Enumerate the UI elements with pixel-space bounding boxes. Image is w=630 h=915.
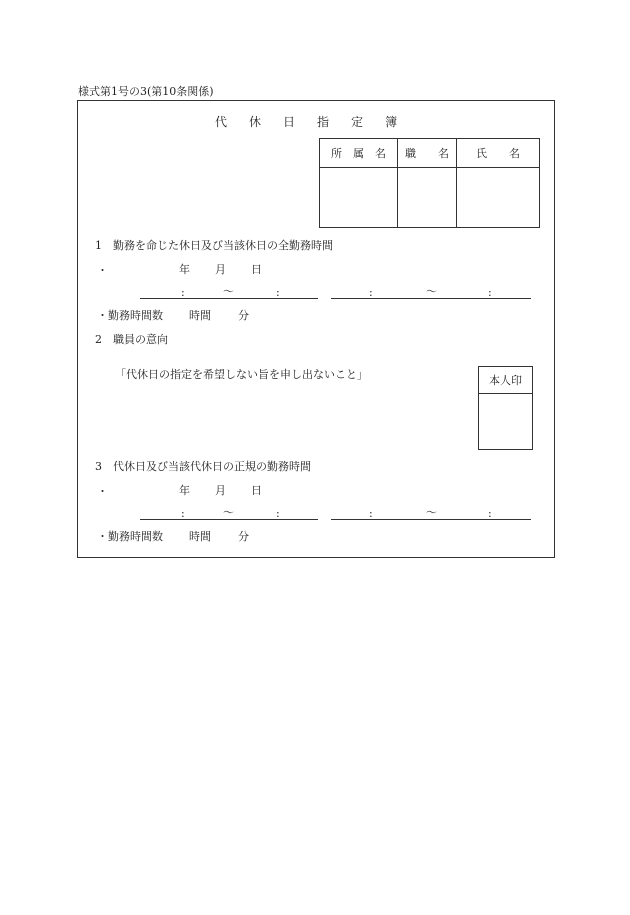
s3-time1-line[interactable] — [140, 519, 318, 520]
s3-time2-colon: : — [488, 507, 492, 520]
section1-day: 日 — [251, 263, 262, 276]
s3-time1-colon: : — [181, 507, 185, 520]
title-char: 休 — [249, 115, 262, 129]
s1-time2-line[interactable] — [331, 298, 531, 299]
section3-heading: 3 代休日及び当該代休日の正規の勤務時間 — [95, 460, 311, 473]
s1-time1-tilde: 〜 — [223, 285, 234, 298]
title-char: 代 — [215, 115, 228, 129]
s3-time2-line[interactable] — [331, 519, 531, 520]
s3-work-hours-label: ・勤務時間数 — [97, 530, 163, 543]
title-char: 簿 — [385, 115, 398, 129]
section3-month: 月 — [215, 484, 226, 497]
s3-time2-tilde: 〜 — [426, 506, 437, 519]
department-cell[interactable] — [320, 168, 398, 228]
section3-year: 年 — [179, 484, 190, 497]
position-cell[interactable] — [398, 168, 457, 228]
title-char: 指 — [317, 115, 330, 129]
section3-day: 日 — [251, 484, 262, 497]
seal-label: 本人印 — [479, 367, 532, 394]
name-cell[interactable] — [457, 168, 540, 228]
s3-hours-unit: 時間 — [189, 530, 211, 543]
s1-work-hours-label: ・勤務時間数 — [97, 309, 163, 322]
s1-time1-line[interactable] — [140, 298, 318, 299]
s1-time2-tilde: 〜 — [426, 285, 437, 298]
s1-time1-colon: : — [276, 286, 280, 299]
section2-statement: 「代休日の指定を希望しない旨を申し出ないこと」 — [115, 368, 368, 381]
seal-box[interactable] — [478, 366, 533, 450]
s3-time1-colon: : — [276, 507, 280, 520]
s1-time2-colon: : — [488, 286, 492, 299]
section1-year: 年 — [179, 263, 190, 276]
section3-bullet: ・ — [97, 485, 108, 498]
header-department: 所 属 名 — [320, 139, 398, 168]
s1-minutes-unit: 分 — [238, 309, 249, 322]
affiliation-table — [319, 138, 540, 228]
section1-month: 月 — [215, 263, 226, 276]
s1-time2-colon: : — [369, 286, 373, 299]
s3-minutes-unit: 分 — [238, 530, 249, 543]
header-position: 職 名 — [398, 139, 457, 168]
s1-hours-unit: 時間 — [189, 309, 211, 322]
form-title — [215, 116, 397, 128]
section2-heading: 2 職員の意向 — [95, 333, 168, 346]
s3-time2-colon: : — [369, 507, 373, 520]
section1-bullet: ・ — [97, 264, 108, 277]
section1-heading: 1 勤務を命じた休日及び当該休日の全勤務時間 — [95, 239, 333, 252]
header-name: 氏 名 — [457, 139, 540, 168]
title-char: 日 — [283, 115, 296, 129]
title-char: 定 — [351, 115, 364, 129]
form-identifier: 様式第1号の3(第10条関係) — [78, 85, 214, 98]
s1-time1-colon: : — [181, 286, 185, 299]
s3-time1-tilde: 〜 — [223, 506, 234, 519]
